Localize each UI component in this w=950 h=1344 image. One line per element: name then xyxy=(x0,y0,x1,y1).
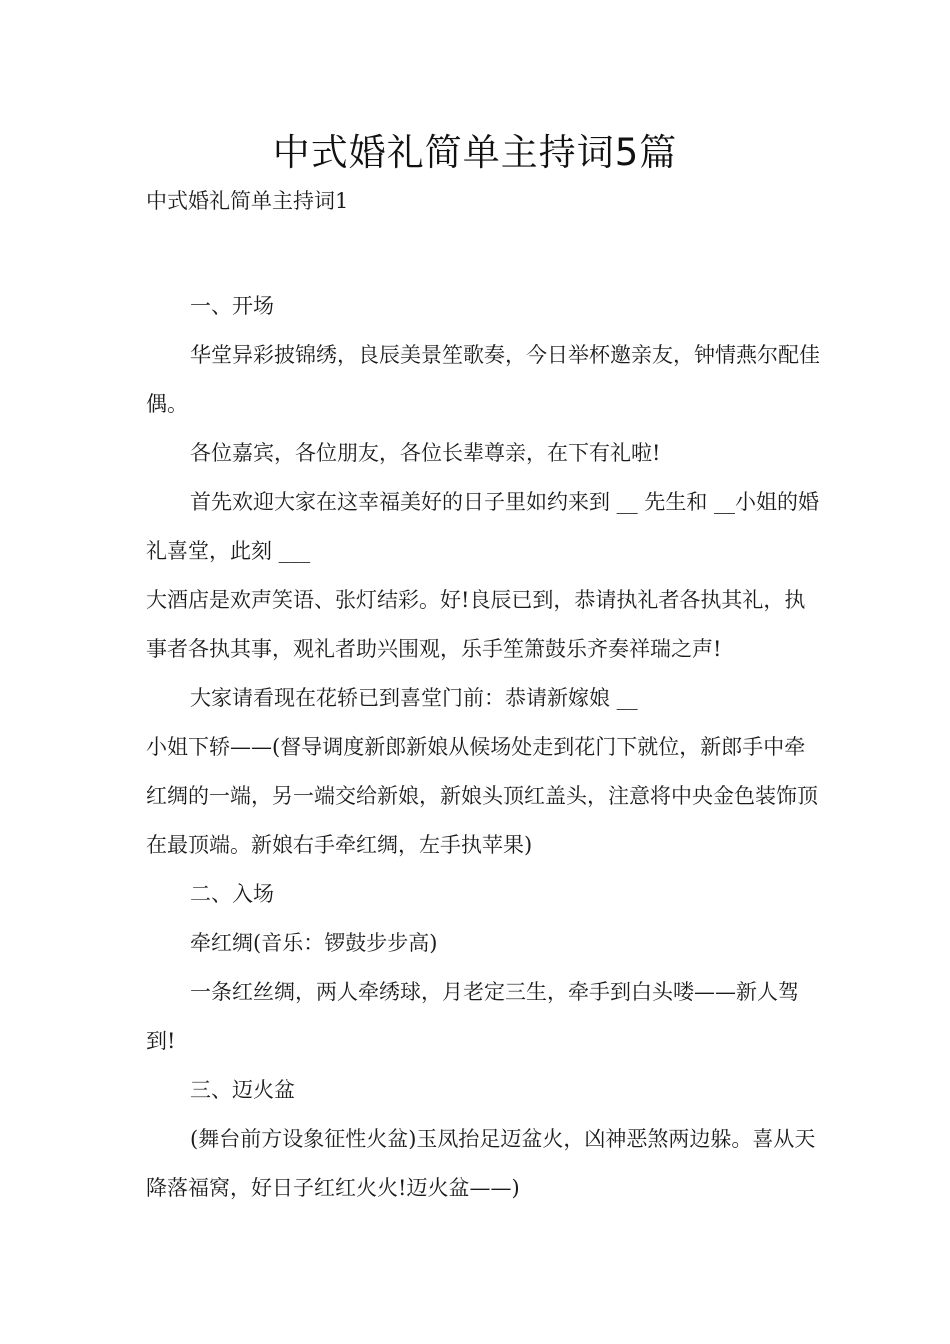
paragraph: 一条红丝绸，两人牵绣球，月老定三生，牵手到白头喽——新人驾到! xyxy=(146,980,799,1053)
section-heading: 二、入场 xyxy=(190,882,274,906)
section-heading: 三、迈火盆 xyxy=(190,1078,295,1102)
paragraph: 各位嘉宾，各位朋友，各位长辈尊亲，在下有礼啦! xyxy=(190,441,661,465)
paragraph: 牵红绸(音乐：锣鼓步步高) xyxy=(190,931,438,955)
section-heading: 一、开场 xyxy=(190,294,274,318)
paragraph: 小姐下轿——(督导调度新郎新娘从候场处走到花门下就位，新郎手中牵红绸的一端，另一端交给新娘，新娘头顶红盖头，注意将中央金色装饰顶在最顶端。新娘右手牵红绸，左手执苹果) xyxy=(146,735,818,857)
paragraph: 大酒店是欢声笑语、张灯结彩。好!良辰已到，恭请执礼者各执其礼，执事者各执其事，观礼者助兴围观，乐手笙箫鼓乐齐奏祥瑞之声! xyxy=(146,588,806,661)
paragraph: 华堂异彩披锦绣，良辰美景笙歌奏，今日举杯邀亲友，钟情燕尔配佳偶。 xyxy=(146,343,820,416)
paragraph: (舞台前方设象征性火盆)玉凤抬足迈盆火，凶神恶煞两边躲。喜从天降落福窝，好日子红红火火!迈火盆——) xyxy=(146,1127,816,1200)
document-subtitle: 中式婚礼简单主持词1 xyxy=(146,189,349,213)
document-body xyxy=(146,282,821,1213)
paragraph: 首先欢迎大家在这幸福美好的日子里如约来到 __ 先生和 __小姐的婚礼喜堂，此刻 ___ xyxy=(146,490,820,563)
paragraph: 大家请看现在花轿已到喜堂门前：恭请新嫁娘 __ xyxy=(190,686,638,710)
document-title: 中式婚礼简单主持词5篇 xyxy=(272,131,678,174)
